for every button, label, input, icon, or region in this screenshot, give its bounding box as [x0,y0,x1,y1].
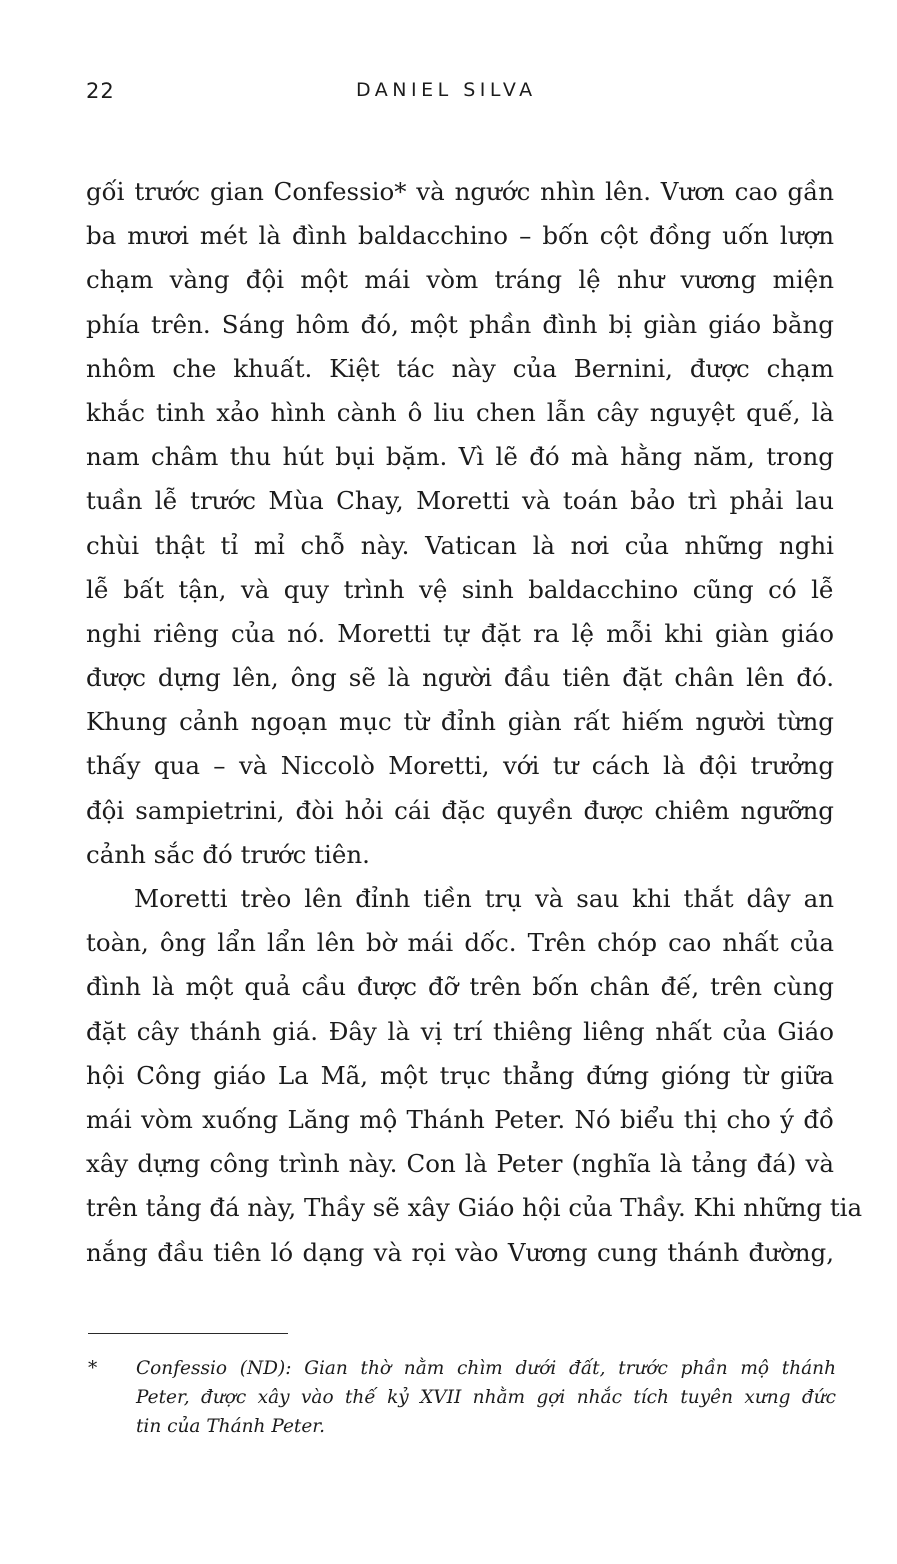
text-line: toàn, ông lẩn lẩn lên bờ mái dốc. Trên chóp cao nhất của [86,928,834,958]
text-line: khắc tinh xảo hình cành ô liu chen lẫn cây nguyệt quế, là [86,397,834,427]
text-line: Khung cảnh ngoạn mục từ đỉnh giàn rất hiếm người từng [86,707,834,737]
text-line: tuần lễ trước Mùa Chay, Moretti và toán bảo trì phải lau [86,486,834,516]
text-line: ba mươi mét là đình baldacchino – bốn cột đồng uốn lượn [86,221,834,251]
text-line: mái vòm xuống Lăng mộ Thánh Peter. Nó biểu thị cho ý đồ [86,1104,834,1134]
text-line: chùi thật tỉ mỉ chỗ này. Vatican là nơi của những nghi [86,530,834,560]
text-line: đình là một quả cầu được đỡ trên bốn chân đế, trên cùng [86,972,834,1002]
footnote-line: Peter, được xây vào thế kỷ XVII nhằm gợi nhắc tích tuyên xưng đức [136,1387,836,1408]
footnote-text [136,1354,836,1441]
text-line: phía trên. Sáng hôm đó, một phần đình bị giàn giáo bằng [86,309,834,339]
page-number: 22 [86,79,115,103]
text-line: nam châm thu hút bụi bặm. Vì lẽ đó mà hằng năm, trong [86,442,834,472]
text-line: hội Công giáo La Mã, một trục thẳng đứng gióng từ giữa [86,1060,834,1090]
text-line: được dựng lên, ông sẽ là người đầu tiên đặt chân lên đó. [86,663,834,693]
footnote-line: Confessio (ND): Gian thờ nằm chìm dưới đất, trước phần mộ thánh [136,1358,836,1379]
text-line: thấy qua – và Niccolò Moretti, với tư cách là đội trưởng [86,751,834,781]
body-text [86,170,863,1275]
running-head-author: DANIEL SILVA [356,79,537,101]
footnote-marker: * [88,1358,98,1379]
text-line: lễ bất tận, và quy trình vệ sinh baldacchino cũng có lễ [86,574,834,604]
text-line: trên tảng đá này, Thầy sẽ xây Giáo hội của Thầy. Khi những tia [86,1193,863,1223]
text-line: chạm vàng đội một mái vòm tráng lệ như vương miện [86,265,834,295]
text-line: xây dựng công trình này. Con là Peter (nghĩa là tảng đá) và [86,1149,834,1179]
text-line: gối trước gian Confessio* và ngước nhìn lên. Vươn cao gần [86,177,834,206]
text-line: nhôm che khuất. Kiệt tác này của Bernini, được chạm [86,353,834,383]
text-line: nắng đầu tiên ló dạng và rọi vào Vương cung thánh đường, [86,1237,834,1267]
footnote-line: tin của Thánh Peter. [136,1416,325,1437]
text-line: đội sampietrini, đòi hỏi cái đặc quyền được chiêm ngưỡng [86,795,834,825]
footnote-divider [88,1333,288,1334]
text-line: nghi riêng của nó. Moretti tự đặt ra lệ mỗi khi giàn giáo [86,618,834,648]
text-line: Moretti trèo lên đỉnh tiền trụ và sau khi thắt dây an [134,884,834,913]
text-line: cảnh sắc đó trước tiên. [86,839,370,869]
text-line: đặt cây thánh giá. Đây là vị trí thiêng liêng nhất của Giáo [86,1016,834,1046]
